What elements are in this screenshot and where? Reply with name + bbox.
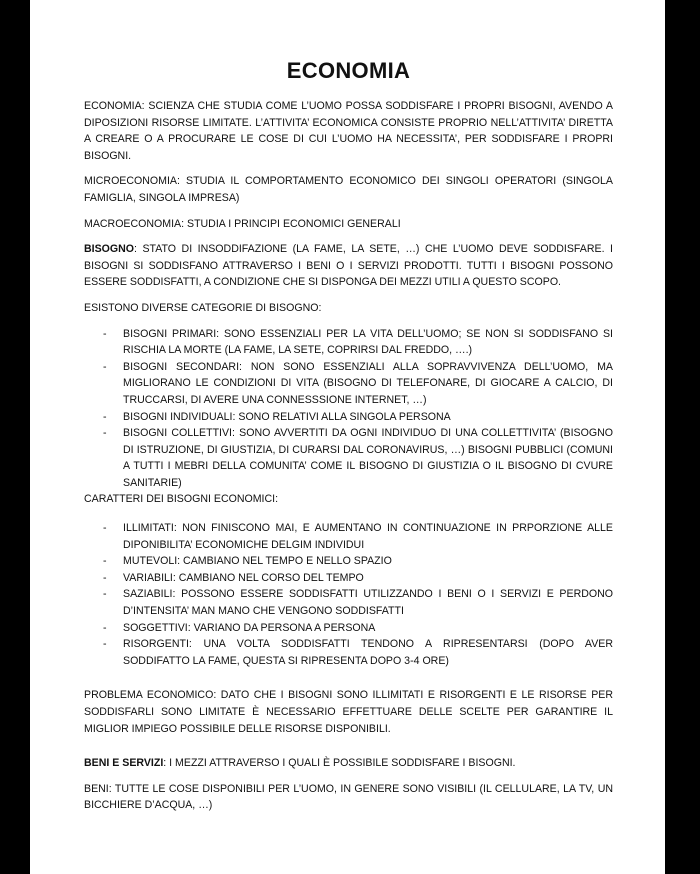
list-item: - BISOGNI PRIMARI: SONO ESSENZIALI PER LA VITA DELL’UOMO; SE NON SI SODDISFANO SI RISCHIA LA MORTE (LA FAME, LA SETE, COPRIRSI DAL FREDDO, ….)	[84, 326, 613, 359]
paragraph-caratteri-intro: CARATTERI DEI BISOGNI ECONOMICI:	[84, 493, 279, 506]
list-item: - BISOGNI INDIVIDUALI: SONO RELATIVI ALLA SINGOLA PERSONA	[84, 409, 613, 426]
bisogno-definition: : STATO DI INSODDIFAZIONE (LA FAME, LA SETE, …) CHE L’UOMO DEVE SODDISFARE. I BISOGNI SI SODDISFANO ATTRAVERSO I BENI O I SERVIZI PRODOTTI. TUTTI I BISOGNI POSSONO ESSERE SODDISFATTI, A CONDIZIONE CHE SI DISPONGA DEI MEZZI UTILI A QUESTO SCOPO.	[84, 243, 613, 289]
list-item: - RISORGENTI: UNA VOLTA SODDISFATTI TENDONO A RIPRESENTARSI (DOPO AVER SODDIFATTO LA FAME, QUESTA SI RIPRESENTA DOPO 3-4 ORE)	[84, 636, 613, 669]
list-categorie-bisogno	[84, 326, 613, 492]
beni-servizi-definition: : I MEZZI ATTRAVERSO I QUALI È POSSIBILE SODDISFARE I BISOGNI.	[163, 757, 516, 770]
list-item: - ILLIMITATI: NON FINISCONO MAI, E AUMENTANO IN CONTINUAZIONE IN PRPORZIONE ALLE DIPONIBILITA’ ECONOMICHE DELGIM INDIVIDUI	[84, 520, 613, 553]
list-item: - BISOGNI COLLETTIVI: SONO AVVERTITI DA OGNI INDIVIDUO DI UNA COLLETTIVITA’ (BISOGNO DI ISTRUZIONE, DI GIUSTIZIA, DI CURARSI DAL CORONAVIRUS, …) BISOGNI PUBBLICI (COMUNI A TUTTI I MEBRI DELLA COMUNITA’ COME IL BISOGNO DI GIUSTIZIA O IL BISOGNO DI CVURE SANITARIE)	[84, 425, 613, 491]
bisogno-term: BISOGNO	[84, 243, 135, 256]
paragraph-microeconomia: MICROECONOMIA: STUDIA IL COMPORTAMENTO ECONOMICO DEI SINGOLI OPERATORI (SINGOLA FAMIGLIA, SINGOLA IMPRESA)	[84, 175, 613, 204]
paragraph-beni: BENI: TUTTE LE COSE DISPONIBILI PER L’UOMO, IN GENERE SONO VISIBILI (IL CELLULARE, LA TV, UN BICCHIERE D’ACQUA, …)	[84, 782, 613, 812]
list-item: - SAZIABILI: POSSONO ESSERE SODDISFATTI UTILIZZANDO I BENI O I SERVIZI E PERDONO D’INTENSITA’ MAN MANO CHE VENGONO SODDISFATTI	[84, 586, 613, 619]
paragraph-economia: ECONOMIA: SCIENZA CHE STUDIA COME L’UOMO POSSA SODDISFARE I PROPRI BISOGNI, AVENDO A DIPOSIZIONI RISORSE LIMITATE. L’ATTIVITA’ ECONOMICA CONSISTE PROPRIO NELL’ATTIVITA’ DIRETTA A CREARE O A PROCURARE LE COSE DI CUI L’UOMO HA NECESSITA’, PER SODDISFARE I PROPRI BISOGNI.	[84, 100, 613, 162]
paragraph-macroeconomia: MACROECONOMIA: STUDIA I PRINCIPI ECONOMICI GENERALI	[84, 217, 401, 230]
paragraph-beni-servizi	[84, 755, 613, 772]
paragraph-problema-economico: PROBLEMA ECONOMICO: DATO CHE I BISOGNI SONO ILLIMITATI E RISORGENTI E LE RISORSE PER SODDISFARLI SONO LIMITATE È NECESSARIO EFFETTUARE DELLE SCELTE PER GARANTIRE IL MIGLIOR IMPIEGO POSSIBILE DELLE RISORSE DISPONIBILI.	[84, 689, 613, 735]
list-item: - MUTEVOLI: CAMBIANO NEL TEMPO E NELLO SPAZIO	[84, 553, 613, 570]
beni-servizi-term: BENI E SERVIZI	[84, 757, 164, 770]
list-item: - VARIABILI: CAMBIANO NEL CORSO DEL TEMPO	[84, 570, 613, 587]
paragraph-categorie-intro: ESISTONO DIVERSE CATEGORIE DI BISOGNO:	[84, 301, 322, 314]
list-item: - SOGGETTIVI: VARIANO DA PERSONA A PERSONA	[84, 620, 613, 637]
paragraph-bisogno	[84, 241, 613, 291]
document-page	[30, 0, 665, 874]
list-caratteri-bisogni	[84, 520, 613, 669]
page-title: ECONOMIA	[286, 58, 411, 83]
list-item: - BISOGNI SECONDARI: NON SONO ESSENZIALI ALLA SOPRAVVIVENZA DELL’UOMO, MA MIGLIORANO LE CONDIZIONI DI VITA (BISOGNO DI TELEFONARE, DI GIOCARE A CALCIO, DI TRUCCARSI, DI AVERE UNA CONNESSSIONE INTERNET, …)	[84, 359, 613, 409]
